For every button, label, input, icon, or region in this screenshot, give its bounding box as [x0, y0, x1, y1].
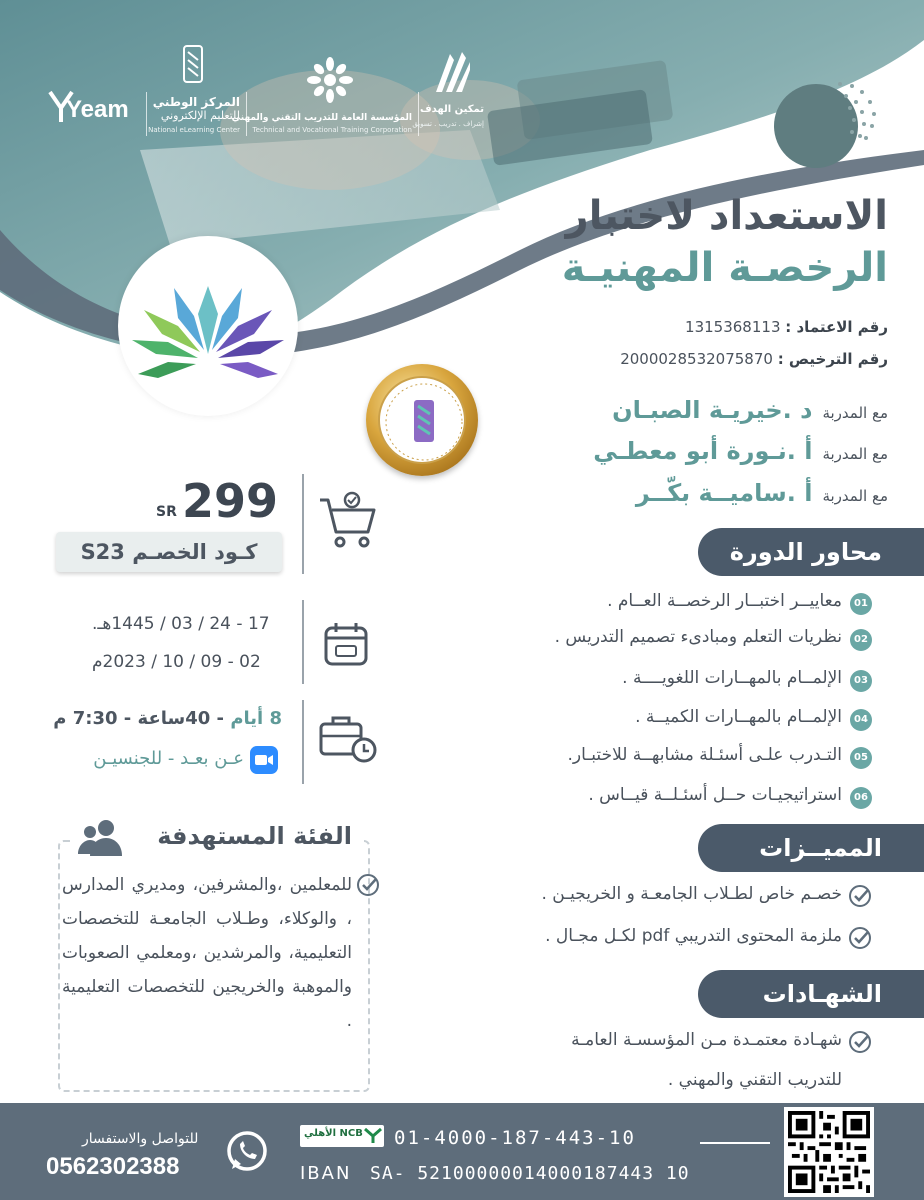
account-number: 01-4000-187-443-10	[394, 1127, 636, 1149]
trainer-row-2	[593, 437, 888, 465]
duration-hours: - 40ساعة - 7:30 م	[53, 708, 225, 729]
feature-text: ملزمة المحتوى التدريبي pdf لكـل مجـال .	[545, 926, 842, 946]
topic-number: 05	[850, 747, 872, 769]
tvtc-name-en: Technical and Vocational Training Corporation	[252, 126, 412, 134]
discount-code: S23	[80, 540, 125, 564]
accreditation-label: رقم الاعتماد :	[785, 318, 888, 336]
tvtc-name-ar: المؤسسة العامة للتدريب التقني والمهني	[231, 113, 412, 123]
nelc-name-en: National eLearning Center	[148, 126, 240, 134]
topic-text: الإلمــام بالمهــارات اللغويــــة .	[622, 668, 842, 688]
duration-line	[53, 708, 282, 729]
accreditation-line	[685, 318, 888, 336]
license-number: 2000028532075870	[620, 350, 773, 368]
whatsapp-icon[interactable]	[222, 1127, 272, 1177]
title-line-2: الرخصـة المهنيـة	[561, 245, 888, 291]
topic-text: التـدرب علـى أسئـلة مشابهــة للاختبـار.	[567, 745, 842, 765]
yeam-logo	[48, 90, 144, 130]
bank-logo	[300, 1125, 384, 1147]
license-label: رقم الترخيص :	[777, 350, 888, 368]
trainer-name: د .خيريـة الصبـان	[612, 396, 813, 424]
tvtc-mark-icon	[306, 56, 354, 104]
footer-bar	[0, 1103, 924, 1200]
bank-name: الأهلي NCB	[304, 1128, 363, 1139]
cart-icon	[318, 490, 378, 550]
check-circle-icon	[848, 884, 872, 908]
title-line-1: الاستعداد لاختبار	[565, 193, 888, 239]
license-line	[620, 350, 888, 368]
seal-emblem-icon	[380, 378, 468, 466]
check-circle-icon	[848, 926, 872, 950]
trainer-name: أ .ساميــة بكّــر	[635, 479, 813, 507]
feature-text: خصـم خاص لطـلاب الجامعـة و الخريجيـن .	[541, 884, 842, 904]
trainer-name: أ .نـورة أبو معطـي	[593, 437, 813, 465]
logo-divider	[146, 92, 147, 136]
topic-text: نظريات التعلم ومبادىء تصميم التدريس .	[554, 627, 842, 647]
decor-dots	[800, 78, 880, 158]
topic-number: 04	[850, 709, 872, 731]
features-heading: المميــزات	[698, 824, 924, 872]
discount-code-box	[56, 532, 282, 572]
qr-code[interactable]	[784, 1107, 874, 1197]
topic-text: معاييــر اختبــار الرخصــة العــام .	[607, 591, 842, 611]
duration-days: 8 أيام	[230, 708, 282, 729]
price-block	[156, 474, 286, 534]
qr-code-icon	[788, 1111, 870, 1193]
check-circle-icon	[356, 873, 380, 897]
logo-divider	[418, 92, 419, 136]
topic-text: استراتيجيـات حــل أسئـلــة قيــاس .	[588, 785, 842, 805]
briefcase-clock-icon	[318, 714, 378, 764]
discount-label: كـود الخصـم	[132, 540, 258, 564]
topic-number: 03	[850, 670, 872, 692]
contact-phone[interactable]: 0562302388	[46, 1153, 180, 1180]
tamkeen-logo	[412, 48, 484, 138]
topic-text: الإلمــام بالمهــارات الكميــة .	[635, 707, 842, 727]
video-camera-icon	[250, 746, 278, 774]
price-currency: SR	[156, 504, 177, 520]
certificate-line-1: شهـادة معتمـدة مـن المؤسسـة العامـة	[571, 1030, 842, 1050]
target-audience-heading: الفئة المستهدفة	[157, 822, 352, 850]
date-divider	[302, 600, 304, 684]
users-icon	[76, 818, 124, 858]
accreditation-number: 1315368113	[685, 318, 781, 336]
yeam-logo-text: Yeam	[66, 96, 129, 123]
check-circle-icon	[848, 1030, 872, 1054]
license-logo-circle	[118, 236, 298, 416]
tamkeen-name: تمكين الهدف	[419, 104, 484, 115]
nelc-name-ar-1: المركز الوطني	[152, 95, 240, 109]
date-hijri: 17 - 24 / 03 / 1445هـ.	[92, 614, 270, 634]
nelc-logo	[150, 44, 240, 142]
nelc-name-ar-2: للتعليم الإلكتروني	[160, 109, 240, 122]
calendar-icon	[322, 620, 370, 668]
account-line	[700, 1142, 770, 1144]
tvtc-logo	[231, 56, 412, 142]
topic-number: 01	[850, 593, 872, 615]
trainer-row-1	[612, 396, 888, 424]
license-leaf-icon	[118, 236, 298, 416]
target-audience-text: للمعلمين ،والمشرفين، ومديري المدارس ، والوكلاء، وطـلاب الجامعـة للتخصصات التعليمية، والمرشدين ،ومعلمي الصعوبات والموهبة والخريجين للتخصصات التعليمية .	[62, 875, 352, 1031]
bank-mark-icon	[364, 1128, 382, 1144]
course-topics-heading: محاور الدورة	[698, 528, 924, 576]
certificate-line-2: للتدريب التقني والمهني .	[667, 1070, 842, 1090]
date-gregorian: 02 - 09 / 10 / 2023م	[92, 652, 261, 672]
duration-divider	[302, 700, 304, 784]
price-divider	[302, 474, 304, 574]
price-value: 299	[182, 474, 279, 528]
trainer-row-3	[636, 479, 888, 507]
target-header	[70, 818, 360, 862]
iban-number: SA- 52100000014000187443 10	[370, 1163, 690, 1184]
gold-seal	[366, 364, 478, 476]
tamkeen-tagline: إشراف . تدريب . تسويق	[412, 120, 484, 128]
iban-label: IBAN	[300, 1163, 352, 1184]
nelc-mark-icon	[180, 44, 206, 84]
topic-number: 06	[850, 787, 872, 809]
topic-number: 02	[850, 629, 872, 651]
delivery-mode: عـن بعـد - للجنسيـن	[93, 748, 244, 769]
trainer-prefix: مع المدربة	[822, 487, 888, 505]
tamkeen-mark-icon	[432, 48, 472, 98]
trainer-prefix: مع المدربة	[822, 445, 888, 463]
contact-label: للتواصل والاستفسار	[82, 1131, 199, 1147]
trainer-prefix: مع المدربة	[822, 404, 888, 422]
zoom-icon	[250, 746, 278, 774]
certificates-heading: الشهـادات	[698, 970, 924, 1018]
